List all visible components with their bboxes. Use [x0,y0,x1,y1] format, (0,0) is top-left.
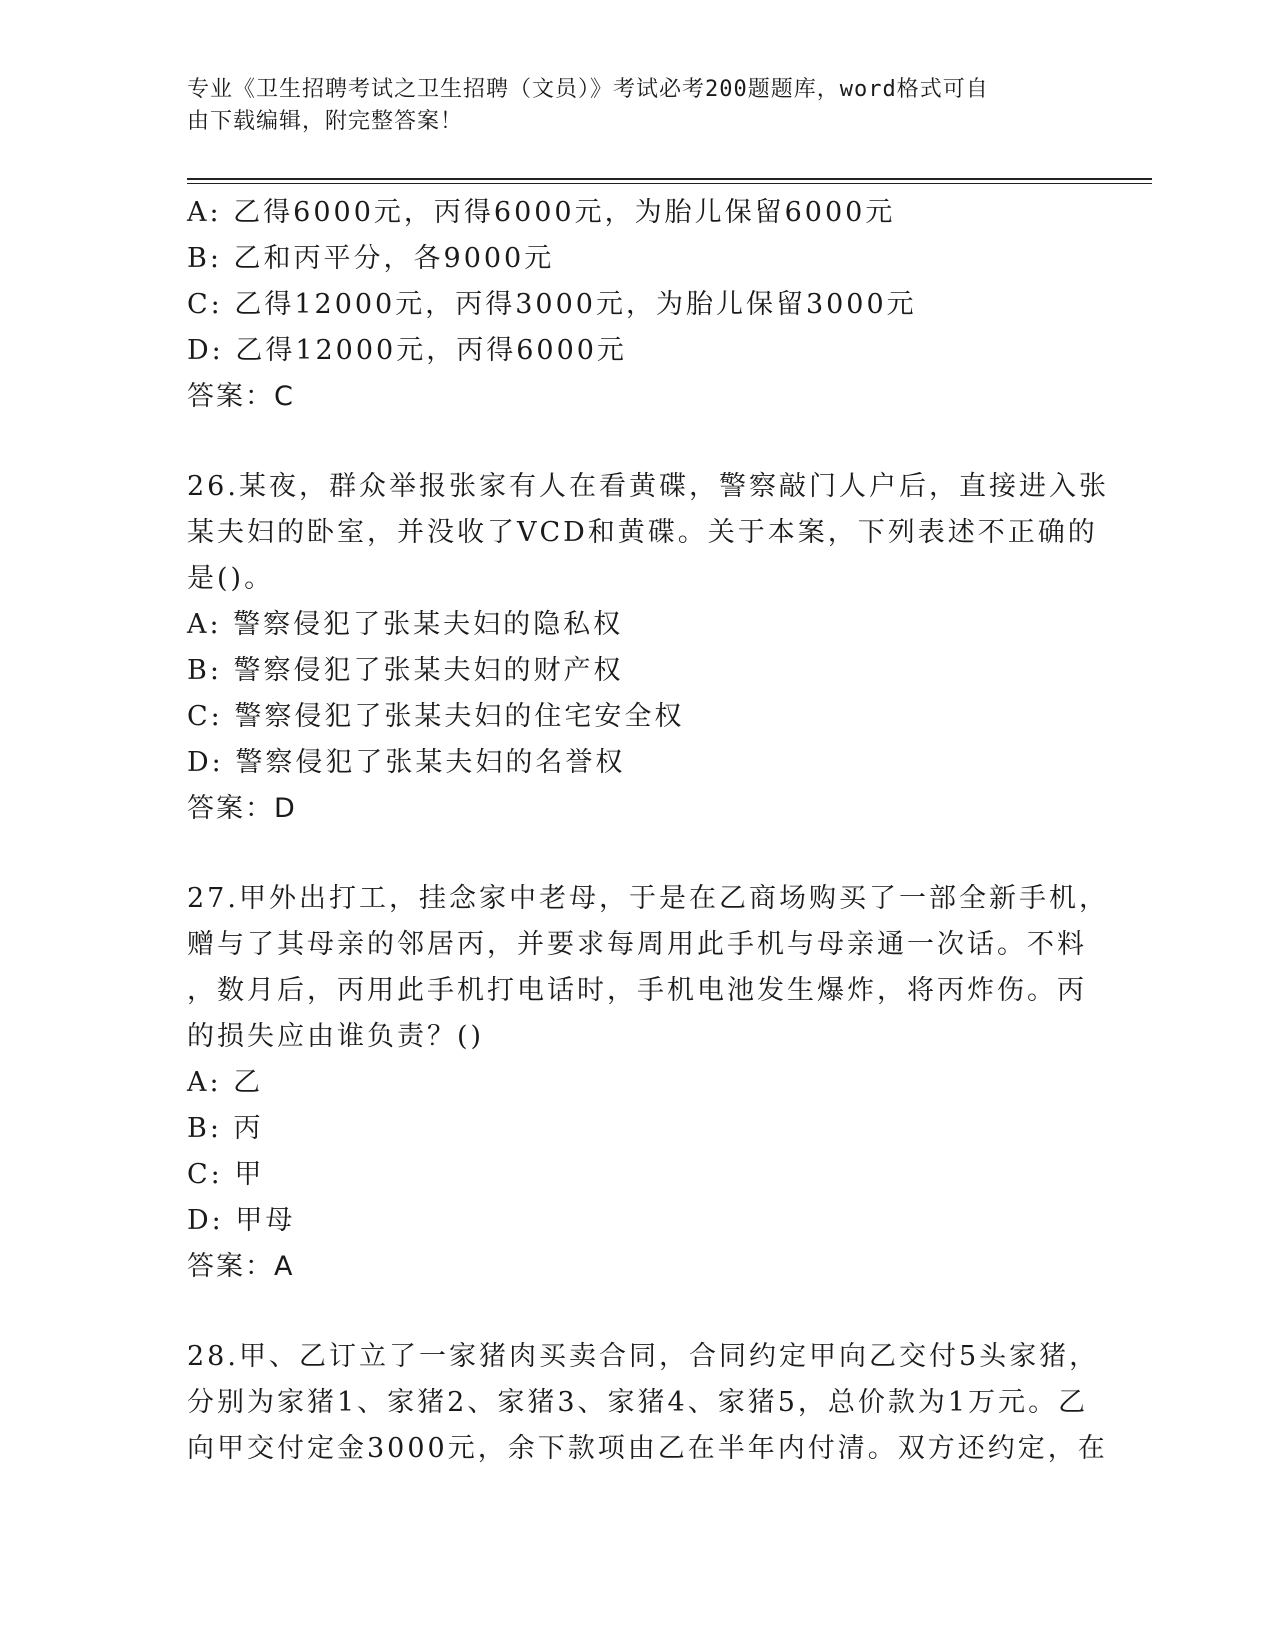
stem-line: 某夫妇的卧室，并没收了VCD和黄碟。关于本案，下列表述不正确的 [187,517,1098,548]
option-a: A: 乙 [187,1067,264,1098]
option-a: A: 警察侵犯了张某夫妇的隐私权 [187,609,624,640]
stem-line: 是()。 [187,563,275,594]
option-b: B: 丙 [187,1113,264,1144]
stem-line: 赠与了其母亲的邻居丙，并要求每周用此手机与母亲通一次话。不料 [187,929,1087,960]
stem-line: ，数月后，丙用此手机打电话时，手机电池发生爆炸，将丙炸伤。丙 [187,975,1087,1006]
answer-line: 答案：D [187,793,297,824]
stem-line: 的损失应由谁负责？() [187,1021,485,1052]
question-stem [187,1334,1108,1472]
stem-line: 向甲交付定金3000元，余下款项由乙在半年内付清。双方还约定，在 [187,1433,1108,1464]
stem-line: 分别为家猪1、家猪2、家猪3、家猪4、家猪5，总价款为1万元。乙 [187,1387,1089,1418]
stem-line: 26.某夜，群众举报张家有人在看黄碟，警察敲门人户后，直接进入张 [187,471,1109,502]
answer-line: 答案：C [187,381,295,412]
option-c: C: 乙得12000元，丙得3000元，为胎儿保留3000元 [187,289,917,320]
option-a: A: 乙得6000元，丙得6000元，为胎儿保留6000元 [187,197,896,228]
option-b: B: 乙和丙平分，各9000元 [187,243,555,274]
question-stem [187,464,1109,602]
document-body [187,190,1109,1472]
option-d: D: 乙得12000元，丙得6000元 [187,335,627,366]
option-b: B: 警察侵犯了张某夫妇的财产权 [187,655,624,686]
question-28 [187,1334,1108,1472]
question-25 [187,190,1087,420]
question-27 [187,876,1109,1290]
question-26 [187,464,1109,832]
option-c: C: 甲 [187,1159,265,1190]
header-divider-thin [187,183,1152,184]
document-header [187,74,1067,138]
header-divider [187,178,1152,180]
option-c: C: 警察侵犯了张某夫妇的住宅安全权 [187,701,685,732]
header-line-2: 由下载编辑，附完整答案！ [187,109,464,134]
question-stem [187,876,1109,1060]
answer-line: 答案：A [187,1251,295,1282]
option-d: D: 甲母 [187,1205,296,1236]
stem-line: 28.甲、乙订立了一家猪肉买卖合同，合同约定甲向乙交付5头家猪， [187,1341,1100,1372]
option-d: D: 警察侵犯了张某夫妇的名誉权 [187,747,626,778]
stem-line: 27.甲外出打工，挂念家中老母，于是在乙商场购买了一部全新手机， [187,883,1109,914]
header-line-1: 专业《卫生招聘考试之卫生招聘（文员）》考试必考200题题库，word格式可自 [187,77,989,102]
